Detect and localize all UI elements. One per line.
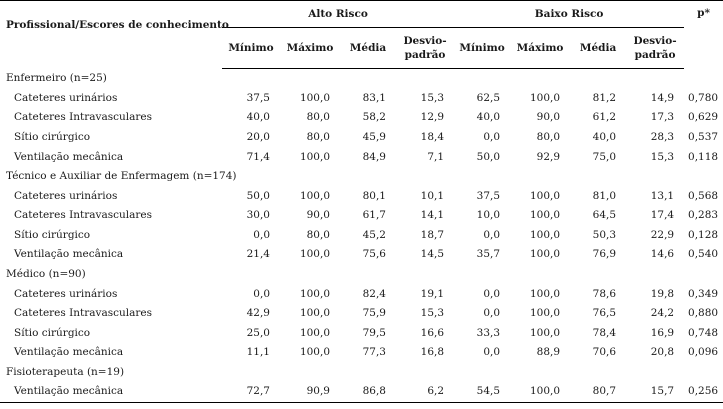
cell-alto-desvio: 7,1 [427, 150, 445, 163]
table-row [0, 343, 723, 363]
cell-alto-media: 79,5 [362, 326, 386, 339]
table-row [0, 323, 723, 343]
cell-alto-minimo: 20,0 [246, 130, 270, 143]
cell-alto-minimo: 25,0 [246, 326, 270, 339]
header-alto-maximo: Máximo [280, 28, 340, 69]
cell-alto-maximo: 90,9 [280, 382, 340, 402]
group-title: Técnico e Auxiliar de Enfermagem (n=174) [6, 170, 237, 183]
cell-p-value: 0,537 [688, 130, 719, 143]
table-row [0, 89, 723, 109]
cell-baixo-desvio: 15,7 [626, 382, 684, 402]
cell-alto-minimo: 11,1 [246, 346, 270, 359]
cell-baixo-minimo: 62,5 [476, 91, 501, 104]
cell-alto-maximo: 90,0 [306, 209, 330, 222]
table-row [0, 226, 723, 246]
cell-p-value: 0,256 [684, 382, 723, 402]
cell-alto-minimo: 30,0 [246, 209, 270, 222]
cell-alto-desvio: 16,8 [420, 346, 445, 359]
cell-baixo-minimo: 0,0 [483, 346, 501, 359]
table-row [0, 382, 723, 402]
cell-p-value: 0,880 [688, 307, 719, 320]
header-baixo-risco: Baixo Risco [454, 1, 684, 28]
cell-alto-media: 58,2 [362, 111, 386, 124]
cell-alto-maximo: 100,0 [299, 307, 330, 320]
cell-alto-media: 82,4 [362, 287, 386, 300]
group-title: Médico (n=90) [6, 268, 86, 280]
group-row [0, 69, 723, 89]
row-label: Cateteres Intravasculares [14, 111, 152, 124]
row-label: Sítio cirúrgico [14, 228, 91, 241]
header-alto-desvio: Desvio- padrão [396, 28, 454, 69]
cell-alto-media: 80,1 [362, 189, 386, 202]
cell-alto-maximo: 100,0 [299, 287, 330, 300]
cell-alto-maximo: 80,0 [306, 130, 330, 143]
cell-alto-minimo: 0,0 [253, 287, 270, 300]
cell-baixo-desvio: 28,3 [650, 130, 675, 143]
cell-alto-media: 45,9 [362, 130, 386, 143]
cell-alto-minimo: 71,4 [246, 150, 270, 163]
header-alto-media: Média [340, 28, 396, 69]
table-row [0, 245, 723, 265]
cell-alto-minimo: 0,0 [253, 228, 270, 241]
cell-alto-maximo: 100,0 [299, 91, 330, 104]
cell-baixo-maximo: 100,0 [529, 326, 561, 339]
table-row [0, 186, 723, 206]
cell-alto-desvio: 15,3 [420, 91, 445, 104]
cell-baixo-media: 64,5 [592, 209, 617, 222]
header-baixo-media: Média [570, 28, 626, 69]
cell-alto-maximo: 80,0 [306, 228, 330, 241]
cell-baixo-minimo: 35,7 [476, 248, 501, 261]
cell-baixo-minimo: 0,0 [483, 287, 501, 300]
cell-p-value: 0,096 [688, 346, 719, 359]
table-body [0, 69, 723, 403]
table-row [0, 304, 723, 324]
cell-baixo-media: 75,0 [592, 150, 617, 163]
cell-alto-desvio: 12,9 [420, 111, 445, 124]
cell-baixo-maximo: 100,0 [529, 209, 561, 222]
cell-baixo-media: 78,6 [592, 287, 617, 300]
cell-baixo-media: 78,4 [592, 326, 617, 339]
cell-baixo-desvio: 22,9 [650, 228, 675, 241]
row-label: Ventilação mecânica [14, 248, 124, 261]
cell-baixo-media: 50,3 [592, 228, 617, 241]
cell-alto-minimo: 42,9 [246, 307, 270, 320]
row-label: Cateteres urinários [14, 287, 118, 300]
cell-alto-media: 75,6 [362, 248, 386, 261]
table-row [0, 147, 723, 167]
cell-baixo-maximo: 100,0 [529, 228, 561, 241]
cell-baixo-media: 76,5 [592, 307, 617, 320]
group-title: Enfermeiro (n=25) [6, 72, 107, 85]
header-baixo-maximo: Máximo [510, 28, 570, 69]
cell-baixo-maximo: 100,0 [529, 189, 561, 202]
cell-p-value: 0,118 [688, 150, 719, 163]
cell-alto-minimo: 50,0 [246, 189, 270, 202]
cell-baixo-maximo: 100,0 [510, 382, 570, 402]
cell-baixo-desvio: 24,2 [650, 307, 675, 320]
cell-baixo-maximo: 100,0 [529, 287, 561, 300]
cell-baixo-media: 81,2 [592, 91, 617, 104]
cell-baixo-desvio: 19,8 [650, 287, 675, 300]
cell-alto-minimo: 72,7 [222, 382, 280, 402]
cell-baixo-desvio: 15,3 [650, 150, 675, 163]
cell-alto-minimo: 37,5 [246, 91, 270, 104]
cell-p-value: 0,629 [688, 111, 719, 124]
cell-alto-media: 84,9 [362, 150, 386, 163]
table-header [0, 1, 723, 69]
cell-baixo-minimo: 50,0 [476, 150, 501, 163]
cell-baixo-maximo: 100,0 [529, 248, 561, 261]
cell-alto-desvio: 16,6 [420, 326, 445, 339]
row-label: Ventilação mecânica [0, 382, 222, 402]
table-row [0, 108, 723, 128]
group-row [0, 265, 723, 285]
cell-alto-maximo: 100,0 [299, 150, 330, 163]
cell-baixo-minimo: 54,5 [454, 382, 510, 402]
cell-baixo-maximo: 80,0 [536, 130, 561, 143]
cell-p-value: 0,748 [688, 326, 719, 339]
cell-baixo-maximo: 100,0 [529, 307, 561, 320]
cell-alto-desvio: 18,7 [420, 228, 445, 241]
cell-baixo-media: 80,7 [570, 382, 626, 402]
row-label: Cateteres urinários [14, 91, 118, 104]
cell-baixo-desvio: 20,8 [650, 346, 675, 359]
cell-baixo-minimo: 37,5 [476, 189, 501, 202]
group-title: Fisioterapeuta (n=19) [6, 365, 125, 378]
cell-alto-maximo: 100,0 [299, 248, 330, 261]
table-row [0, 128, 723, 148]
cell-baixo-maximo: 100,0 [529, 91, 561, 104]
cell-alto-media: 75,9 [362, 307, 386, 320]
cell-baixo-minimo: 10,0 [476, 209, 501, 222]
table-row [0, 284, 723, 304]
cell-p-value: 0,540 [688, 248, 719, 261]
cell-baixo-media: 81,0 [592, 189, 617, 202]
row-label: Cateteres urinários [14, 189, 118, 202]
cell-baixo-desvio: 17,4 [650, 209, 675, 222]
cell-p-value: 0,128 [688, 228, 719, 241]
cell-baixo-media: 76,9 [592, 248, 617, 261]
row-label: Sítio cirúrgico [14, 326, 91, 339]
header-row-groups [0, 1, 723, 28]
cell-alto-desvio: 15,3 [420, 307, 445, 320]
cell-alto-minimo: 21,4 [246, 248, 270, 261]
row-label: Sítio cirúrgico [14, 130, 91, 143]
header-baixo-desvio: Desvio- padrão [626, 28, 684, 69]
cell-baixo-minimo: 40,0 [476, 111, 501, 124]
cell-baixo-media: 40,0 [592, 130, 617, 143]
group-row [0, 363, 723, 383]
cell-baixo-desvio: 14,9 [650, 91, 675, 104]
cell-baixo-minimo: 0,0 [483, 130, 501, 143]
group-row [0, 167, 723, 187]
header-profissional: Profissional/Escores de conhecimento [0, 1, 222, 69]
cell-baixo-minimo: 0,0 [483, 228, 501, 241]
cell-baixo-media: 70,6 [592, 346, 617, 359]
cell-baixo-media: 61,2 [592, 111, 617, 124]
cell-baixo-maximo: 88,9 [536, 346, 561, 359]
header-baixo-minimo: Mínimo [454, 28, 510, 69]
cell-alto-media: 83,1 [362, 91, 386, 104]
cell-baixo-maximo: 92,9 [536, 150, 561, 163]
cell-alto-maximo: 100,0 [299, 346, 330, 359]
row-label: Cateteres Intravasculares [14, 307, 152, 320]
cell-alto-maximo: 100,0 [299, 189, 330, 202]
cell-alto-desvio: 14,1 [420, 209, 445, 222]
cell-baixo-maximo: 90,0 [536, 111, 561, 124]
cell-p-value: 0,349 [688, 287, 719, 300]
cell-p-value: 0,780 [688, 91, 719, 104]
row-label: Cateteres Intravasculares [14, 209, 152, 222]
cell-alto-media: 86,8 [340, 382, 396, 402]
cell-baixo-minimo: 0,0 [483, 307, 501, 320]
header-p-value: p* [684, 1, 723, 69]
cell-baixo-desvio: 16,9 [650, 326, 675, 339]
cell-alto-desvio: 19,1 [420, 287, 445, 300]
cell-alto-maximo: 80,0 [306, 111, 330, 124]
cell-baixo-desvio: 17,3 [650, 111, 675, 124]
cell-alto-maximo: 100,0 [299, 326, 330, 339]
cell-baixo-desvio: 13,1 [650, 189, 675, 202]
cell-alto-media: 45,2 [362, 228, 386, 241]
cell-baixo-desvio: 14,6 [650, 248, 675, 261]
table-row [0, 206, 723, 226]
cell-alto-media: 61,7 [362, 209, 386, 222]
cell-alto-desvio: 10,1 [420, 189, 445, 202]
cell-alto-desvio: 14,5 [420, 248, 445, 261]
cell-alto-desvio: 6,2 [396, 382, 454, 402]
cell-alto-desvio: 18,4 [420, 130, 445, 143]
cell-baixo-minimo: 33,3 [476, 326, 501, 339]
cell-alto-media: 77,3 [362, 346, 386, 359]
cell-p-value: 0,283 [688, 209, 719, 222]
row-label: Ventilação mecânica [14, 150, 124, 163]
header-alto-risco: Alto Risco [222, 1, 454, 28]
cell-p-value: 0,568 [688, 189, 719, 202]
cell-alto-minimo: 40,0 [246, 111, 270, 124]
row-label: Ventilação mecânica [14, 346, 124, 359]
header-alto-minimo: Mínimo [222, 28, 280, 69]
